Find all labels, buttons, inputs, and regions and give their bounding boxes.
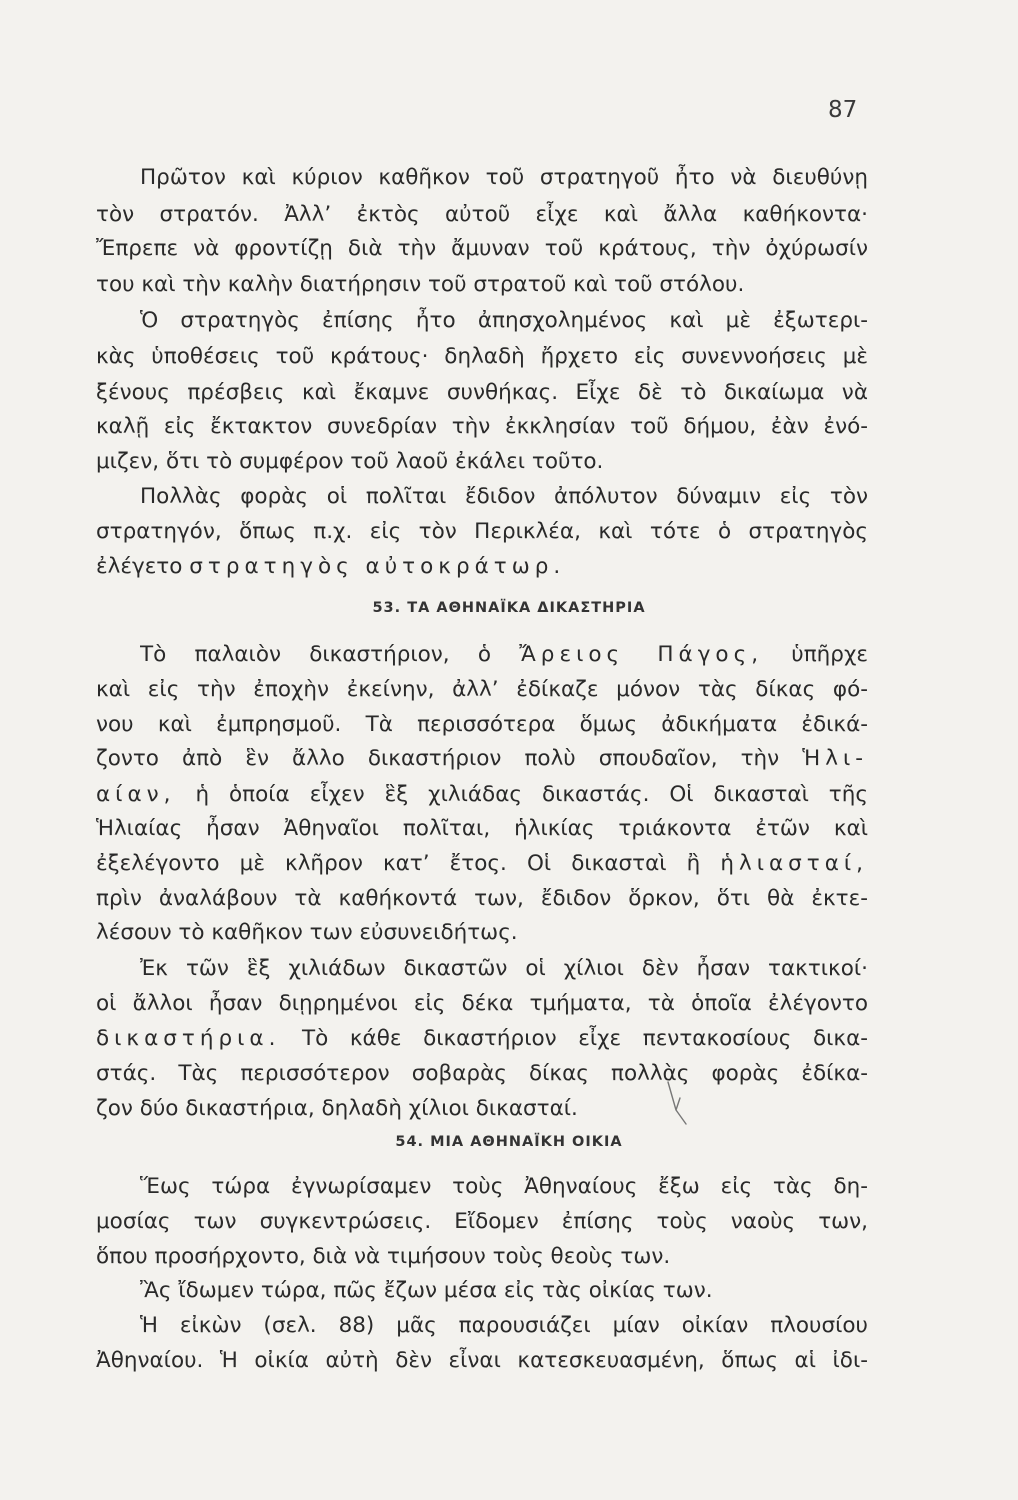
- emphasis-spaced: δικαστήρια.: [96, 1026, 281, 1051]
- text-line: κὰς ὑποθέσεις τοῦ κράτους· δηλαδὴ ἤρχετο εἰς συνεννοήσεις μὲ: [96, 344, 868, 369]
- text-line: Ἡλιαίας ἦσαν Ἀθηναῖοι πολῖται, ἡλικίας τριάκοντα ἐτῶν καὶ: [96, 816, 868, 841]
- text-line: Ἡ εἰκὼν (σελ. 88) μᾶς παρουσιάζει μίαν οἰκίαν πλουσίου: [140, 1313, 868, 1338]
- text-line: Ἐκ τῶν ἓξ χιλιάδων δικαστῶν οἱ χίλιοι δὲν ἦσαν τακτικοί·: [140, 956, 868, 981]
- text-line: [96, 1024, 868, 1054]
- text-line: καὶ εἰς τὴν ἐποχὴν ἐκείνην, ἀλλ’ ἐδίκαζε μόνον τὰς δίκας φό-: [96, 677, 868, 702]
- text-run: ἡ ὁποία εἶχεν ἓξ χιλιάδας δικαστάς. Οἱ δικασταὶ τῆς: [195, 782, 868, 807]
- section-heading-54: 54. ΜΙΑ ΑΘΗΝΑΪΚΗ ΟΙΚΙΑ: [395, 1134, 623, 1150]
- emphasis-spaced: αίαν,: [96, 782, 176, 807]
- text-line: μιζεν, ὅτι τὸ συμφέρον τοῦ λαοῦ ἐκάλει τοῦτο.: [96, 449, 604, 474]
- text-line: Ἔπρεπε νὰ φροντίζῃ διὰ τὴν ἄμυναν τοῦ κράτους, τὴν ὀχύρωσίν: [96, 236, 868, 261]
- text-line: [96, 780, 868, 810]
- emphasis-spaced: Ἡλι-: [802, 746, 868, 771]
- emphasis-spaced: στρατηγὸς αὐτοκράτωρ.: [189, 554, 566, 579]
- text-run: Τὸ παλαιὸν δικαστήριον, ὁ: [140, 642, 492, 667]
- text-line: [140, 640, 868, 670]
- text-line: οἱ ἄλλοι ἦσαν διῃρημένοι εἰς δέκα τμήματα, τὰ ὁποῖα ἐλέγοντο: [96, 991, 868, 1016]
- page-number: 87: [828, 97, 858, 123]
- text-line: λέσουν τὸ καθῆκον των εὐσυνειδήτως.: [96, 920, 518, 945]
- text-run: ὑπῆρχε: [791, 642, 868, 667]
- text-line: στρατηγόν, ὅπως π.χ. εἰς τὸν Περικλέα, καὶ τότε ὁ στρατηγὸς: [96, 519, 868, 544]
- section-heading-53: 53. ΤΑ ΑΘΗΝΑΪΚΑ ΔΙΚΑΣΤΗΡΙΑ: [372, 600, 646, 616]
- text-line: Ἂς ἴδωμεν τώρα, πῶς ἔζων μέσα εἰς τὰς οἰκίας των.: [140, 1278, 713, 1303]
- text-line: Ἕως τώρα ἐγνωρίσαμεν τοὺς Ἀθηναίους ἔξω εἰς τὰς δη-: [140, 1174, 868, 1199]
- text-line: Πρῶτον καὶ κύριον καθῆκον τοῦ στρατηγοῦ ἦτο νὰ διευθύνῃ: [140, 165, 868, 190]
- text-line: ζον δύο δικαστήρια, δηλαδὴ χίλιοι δικασταί.: [96, 1096, 578, 1121]
- emphasis-spaced: Ἄρειος Πάγος,: [519, 642, 764, 667]
- text-line: Ὁ στρατηγὸς ἐπίσης ἦτο ἀπησχολημένος καὶ μὲ ἐξωτερι-: [140, 308, 868, 333]
- pencil-mark: [666, 1080, 690, 1128]
- text-run: Τὸ κάθε δικαστήριον εἶχε πεντακοσίους δικα-: [302, 1026, 868, 1051]
- text-line: ὅπου προσήρχοντο, διὰ νὰ τιμήσουν τοὺς θεοὺς των.: [96, 1244, 671, 1269]
- text-line: Ἀθηναίου. Ἡ οἰκία αὐτὴ δὲν εἶναι κατεσκευασμένη, ὅπως αἱ ἰδι-: [96, 1348, 868, 1373]
- text-line: νου καὶ ἐμπρησμοῦ. Τὰ περισσότερα ὅμως ἀδικήματα ἐδικά-: [96, 712, 868, 737]
- text-line: μοσίας των συγκεντρώσεις. Εἴδομεν ἐπίσης τοὺς ναοὺς των,: [96, 1209, 868, 1234]
- text-line: [96, 552, 868, 582]
- emphasis-spaced: ἡλιασταί,: [720, 851, 868, 876]
- text-run: ἐξελέγοντο μὲ κλῆρον κατ’ ἔτος. Οἱ δικασταὶ ἢ: [96, 851, 701, 876]
- text-line: πρὶν ἀναλάβουν τὰ καθήκοντά των, ἔδιδον ὅρκον, ὅτι θὰ ἐκτε-: [96, 886, 868, 911]
- text-line: [96, 744, 868, 774]
- text-run: ζοντο ἀπὸ ἓν ἄλλο δικαστήριον πολὺ σπουδαῖον, τὴν: [96, 746, 780, 771]
- text-run: ἐλέγετο: [96, 554, 183, 579]
- text-line: στάς. Τὰς περισσότερον σοβαρὰς δίκας πολλὰς φορὰς ἐδίκα-: [96, 1061, 868, 1086]
- text-line: καλῇ εἰς ἔκτακτον συνεδρίαν τὴν ἐκκλησίαν τοῦ δήμου, ἐὰν ἐνό-: [96, 414, 868, 439]
- text-line: Πολλὰς φορὰς οἱ πολῖται ἔδιδον ἀπόλυτον δύναμιν εἰς τὸν: [140, 484, 868, 509]
- text-line: ξένους πρέσβεις καὶ ἔκαμνε συνθήκας. Εἶχε δὲ τὸ δικαίωμα νὰ: [96, 380, 868, 405]
- text-line: του καὶ τὴν καλὴν διατήρησιν τοῦ στρατοῦ καὶ τοῦ στόλου.: [96, 272, 745, 297]
- text-line: [96, 849, 868, 879]
- text-line: τὸν στρατόν. Ἀλλ’ ἐκτὸς αὐτοῦ εἶχε καὶ ἄλλα καθήκοντα·: [96, 202, 868, 227]
